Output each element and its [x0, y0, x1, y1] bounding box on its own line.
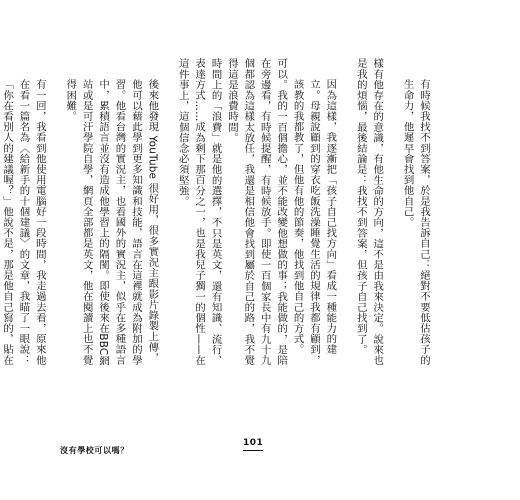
paragraph-gap: [385, 58, 399, 370]
running-footer-title: 沒有學校可以嗎？: [60, 446, 129, 455]
paragraph-gap: [48, 58, 62, 370]
paragraph: 樣有他存在的意識，有他生命的方向，這不是由我來決定。說來也是我的煩惱，最後結論是：我找不到答案，但孩子自己找到了。: [354, 58, 384, 366]
paragraph: 有一回，我看到他使用電腦好一段時間，我走過去看，原來他在看一篇名為〈給新手的十個建議〉的文章，我瞄了一眼說：「你在看別人的建議喔？」他說不是，那是他自己寫的，貼在: [1, 78, 46, 365]
paragraph: 因為這樣，我逐漸把「孩子自己找方向」看成一種能力的建立。母親說顧到的穿衣吃飯洗澡睡覺生活的規律我都有顧到，該教的我都教了，但他有他的節奏，他找到他自己的方式。: [291, 78, 337, 365]
paragraph: 後來他發現 YouTube 很好用，很多實況主跟影片錄製上傳，他可以藉此學到更多知識和技能，語言在這裡就成為附加的學習。他看台灣的實況主，也看國外的實況主，似乎在多種語言中，累積語言並沒有造成他學習上的隔閡。即使後來在BBC網站或是可汗學院自學，網頁全部都是英文，他在閱讀上也不覺得困難。: [64, 78, 159, 366]
paragraph: 時間上的「浪費」就是他的選擇，不只是英文，還有知識、流行、表達方式……成為剩下那百分之一，也是我兒子獨一的個性——在這件事上，這個信念必須堅強。: [176, 58, 222, 366]
paragraph: 可以。我的一百個擔心，並不能改變他想做的事；我能做的，是陪在旁邊看，有時候提醒，有時候放手。即使一百個家長中有九十九個都認為這樣太放任，我還是相信他會找到屬於自己的路，我不覺得這是浪費時間。: [225, 58, 288, 366]
page-number: 101: [243, 438, 263, 451]
paragraph-gap: [160, 58, 174, 370]
vertical-text-block: [0, 58, 432, 370]
paragraph: 有時候我找不到答案，於是我告訴自己：絕對不要低估孩子的生命力，他遲早會找到他自己。: [401, 78, 430, 365]
paragraph-gap: [338, 58, 352, 370]
